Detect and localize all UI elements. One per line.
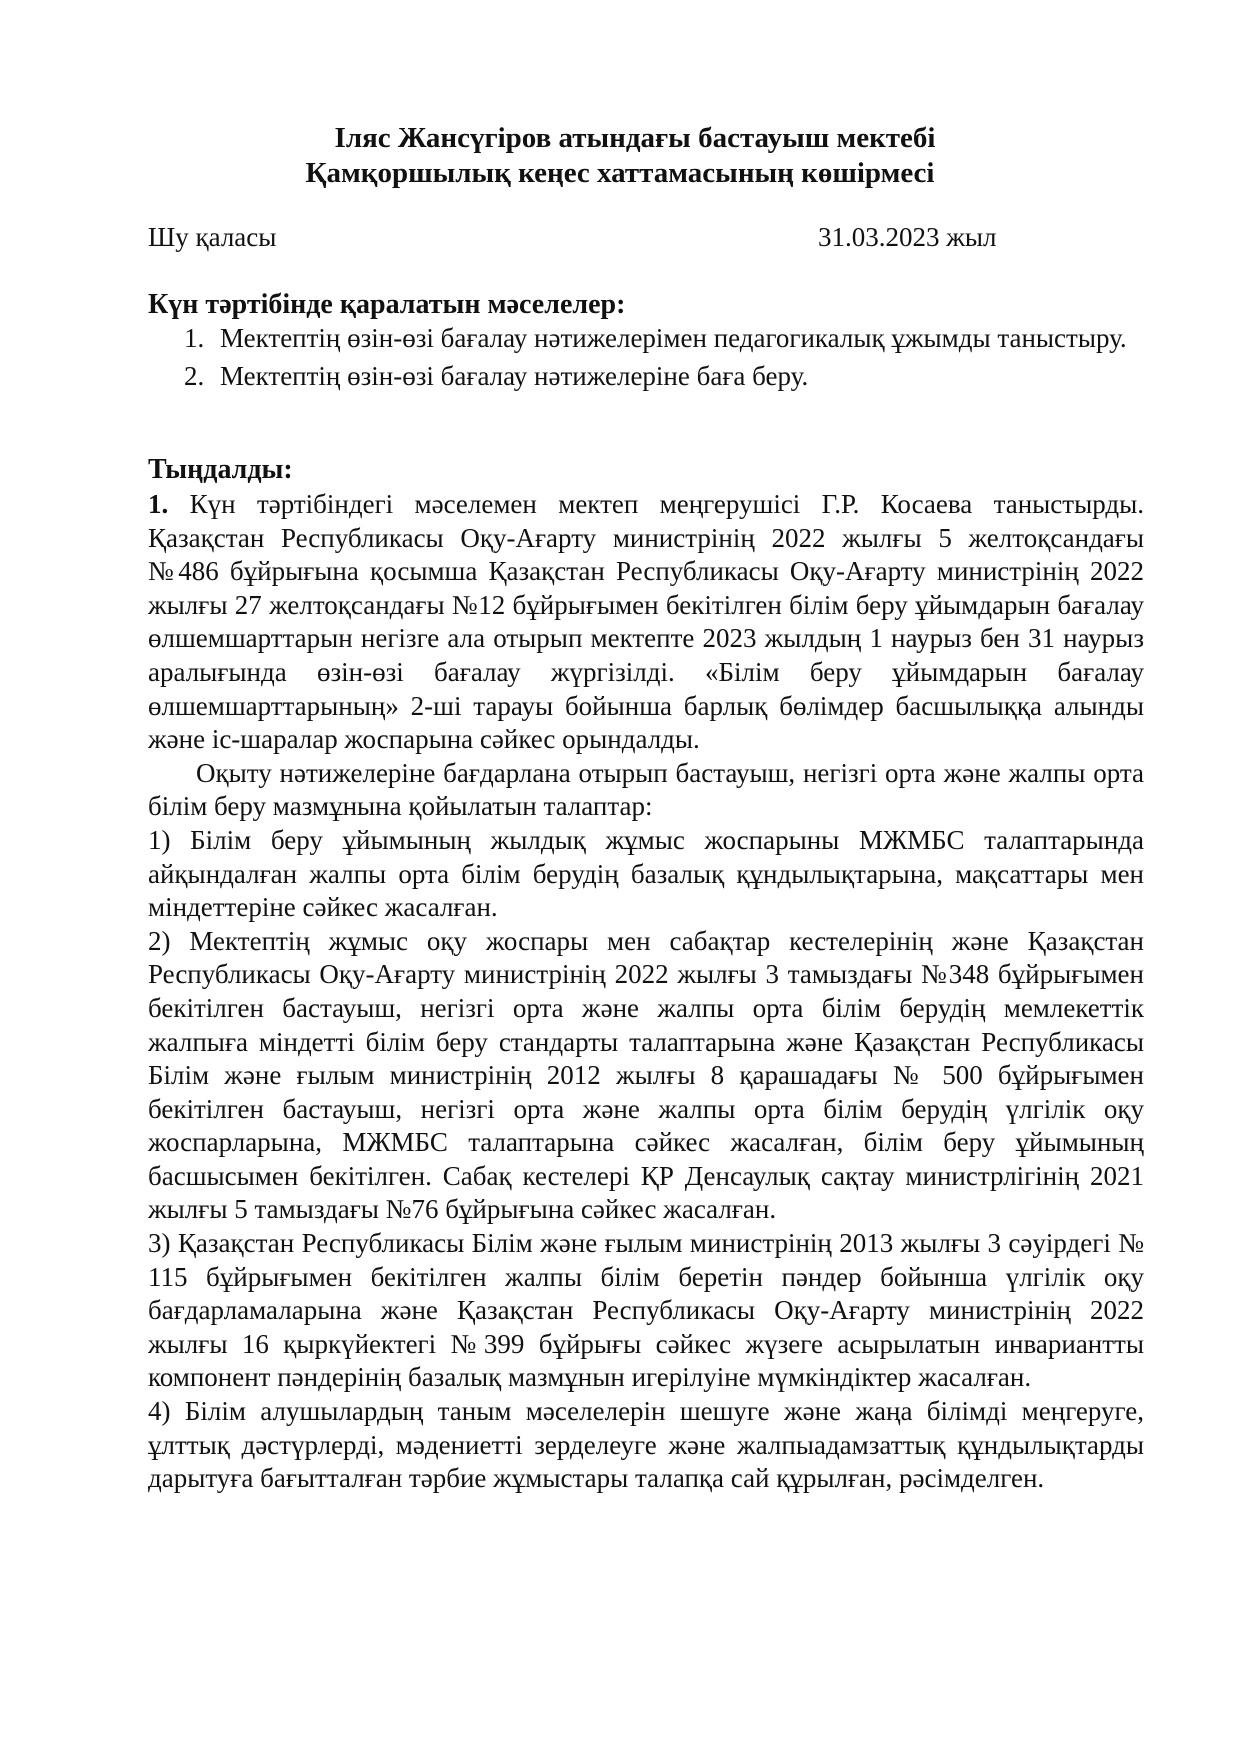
agenda-item: [148, 320, 1148, 356]
agenda-item-text: Мектептің өзін-өзі бағалау нәтижелеріне баға беру.: [220, 361, 809, 391]
heard-paragraph-1-text: Күн тәртібіндегі мәселемен мектеп меңгерушісі Г.Р. Косаева таныстырды. Қазақстан Республикасы Оқу-Ағарту министрінің 2022 жылғы 5 желтоқсандағы №486 бұйрығына қосымша Қазақстан Республикасы Оқу-Ағарту министрінің 2022 жылғы 27 желтоқсандағы №12 бұйрығымен бекітілген білім беру ұйымдарын бағалау өлшемшарттарын негізге ала отырып мектепте 2023 жылдың 1 наурыз бен 31 наурыз аралығында өзін-өзі бағалау жүргізілді. «Білім беру ұйымдарын бағалау өлшемшарттарының» 2-ші тарауы бойынша барлық бөлімдер басшылыққа алынды және іс-шаралар жоспарына сәйкес орындалды.: [148, 489, 1145, 755]
agenda-heading: Күн тәртібінде қаралатын мәселелер:: [148, 289, 626, 320]
agenda-list: [148, 320, 1148, 394]
city-label: Шу қаласы: [148, 222, 277, 252]
heard-item-number: 1.: [148, 489, 169, 519]
requirement-point-1: 1) Білім беру ұйымының жылдық жұмыс жоспарыны МЖМБС талаптарында айқындалған жалпы орта білім берудің базалық құндылықтарына, мақсаттары мен міндеттеріне сәйкес жасалған.: [148, 824, 1144, 923]
heard-heading: Тыңдалды:: [148, 454, 293, 485]
agenda-item-number: 2.: [184, 361, 205, 391]
agenda-item-text: Мектептің өзін-өзі бағалау нәтижелерімен педагогикалық ұжымды таныстыру.: [220, 323, 1127, 353]
requirements-intro: Оқыту нәтижелеріне бағдарлана отырып бастауыш, негізгі орта және жалпы орта білім беру мазмұнына қойылатын талаптар:: [148, 757, 1144, 822]
agenda-item: [148, 358, 1148, 394]
requirement-point-2: 2) Мектептің жұмыс оқу жоспары мен сабақтар кестелерінің және Қазақстан Республикасы Оқу-Ағарту министрінің 2022 жылғы 3 тамыздағы №348 бұйрығымен бекітілген бастауыш, негізгі орта және жалпы орта білім берудің мемлекеттік жалпыға міндетті білім беру стандарты талаптарына және Қазақстан Республикасы Білім және ғылым министрінің 2012 жылғы 8 қарашадағы № 500 бұйрығымен бекітілген бастауыш, негізгі орта және жалпы орта білім берудің үлгілік оқу жоспарларына, МЖМБС талаптарына сәйкес жасалған, білім беру ұйымының басшысымен бекітілген. Сабақ кестелері ҚР Денсаулық сақтау министрлігінің 2021 жылғы 5 тамыздағы №76 бұйрығына сәйкес жасалған.: [148, 925, 1144, 1225]
agenda-item-number: 1.: [184, 323, 205, 353]
requirement-point-3: 3) Қазақстан Республикасы Білім және ғылым министрінің 2013 жылғы 3 сәуірдегі № 115 бұйрығымен бекітілген жалпы білім беретін пәндер бойынша үлгілік оқу бағдарламаларына және Қазақстан Республикасы Оқу-Ағарту министрінің 2022 жылғы 16 қыркүйектегі №399 бұйрығы сәйкес жүзеге асырылатын инвариантты компонент пәндерінің базалық мазмұнын игерілуіне мүмкіндіктер жасалған.: [148, 1228, 1144, 1393]
heard-paragraph-1: [148, 488, 1144, 757]
protocol-title: Қамқоршылық кеңес хаттамасының көшірмесі: [305, 157, 935, 189]
protocol-body: [148, 488, 1144, 1496]
school-name-title: Іляс Жансүгіров атындағы бастауыш мектебі: [334, 122, 936, 154]
requirement-point-4: 4) Білім алушылардың таным мәселелерін шешуге және жаңа білімді меңгеруге, ұлттық дәстүрлерді, мәдениетті зерделеуге және жалпыадамзаттық құндылықтарды дарытуға бағытталған тәрбие жұмыстары талапқа сай құрылған, рәсімделген.: [148, 1396, 1144, 1494]
date-label: 31.03.2023 жыл: [818, 222, 997, 252]
